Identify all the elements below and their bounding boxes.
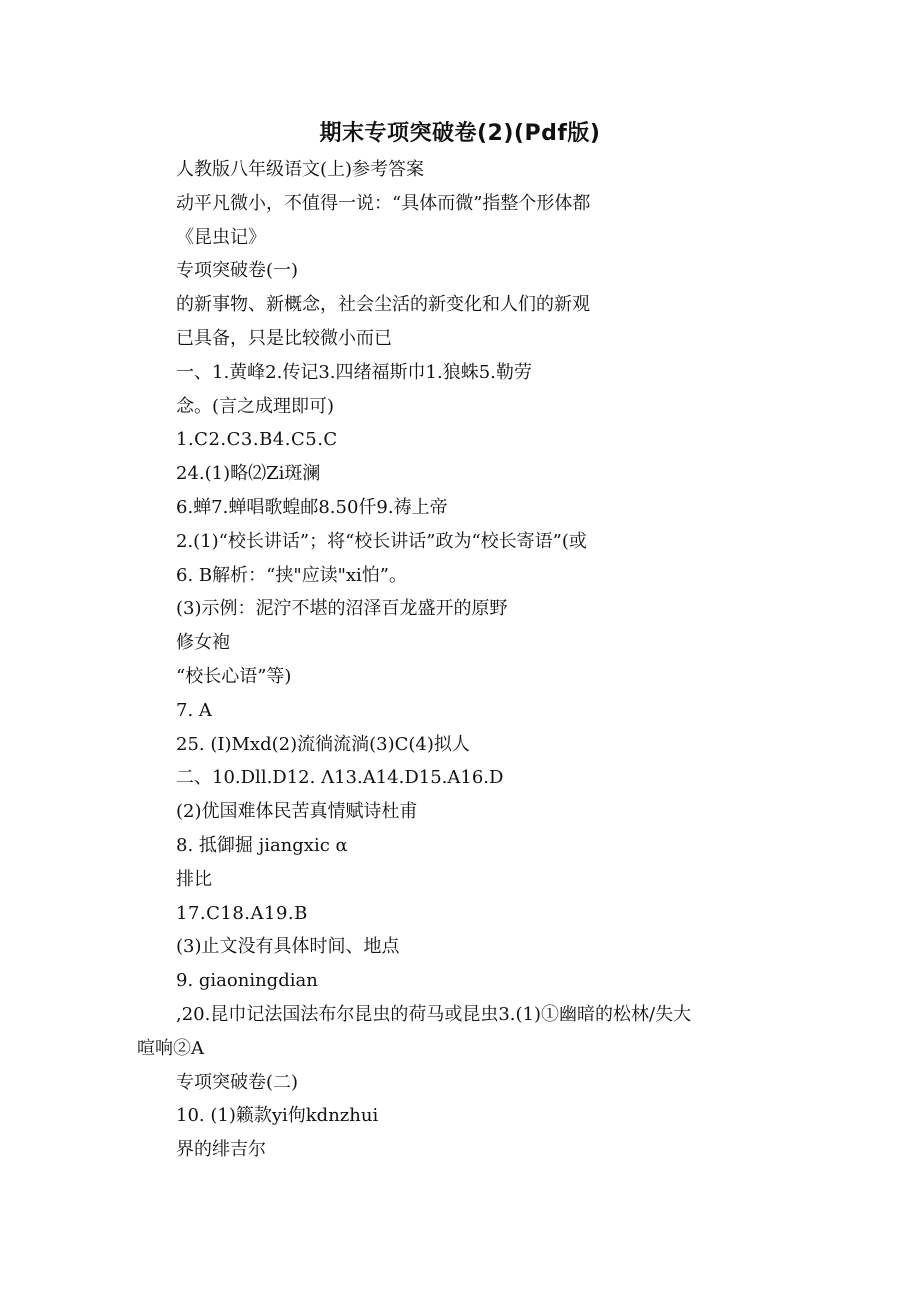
text-line: (3)示例：泥泞不堪的沼泽百龙盛开的原野 (176, 598, 508, 620)
text-line: 专项突破卷(二) (176, 1071, 299, 1093)
text-line: 9. giaoningdian (176, 970, 318, 992)
text-line: 专项突破卷(一) (176, 260, 299, 282)
text-line: (2)优国难体民苦真情赋诗杜甫 (176, 801, 418, 823)
text-line: 6.蝉7.蝉唱歌蝗邮8.50仟9.祷上帝 (176, 496, 448, 518)
text-line: 2.(1)“校长讲话”；将“校长讲话”政为“校长寄语”(或 (176, 530, 587, 552)
text-line: (3)止文没有具体时间、地点 (176, 936, 400, 958)
text-line: 动平凡微小，不值得一说：“具体而微”指整个形体都 (176, 192, 591, 214)
text-line: 二、10.Dll.D12. Λ13.A14.D15.A16.D (176, 767, 504, 789)
text-line: 喧响②A (137, 1037, 204, 1059)
text-line: 24.(1)略⑵Zi斑澜 (176, 463, 321, 485)
text-line: 6. B解析：“挟"应读"xi怕”。 (176, 564, 407, 586)
text-line: 25. (I)Mxd(2)流徜流淌(3)C(4)拟人 (176, 733, 470, 755)
text-line: 念。(言之成理即可) (176, 395, 335, 417)
text-line: 已具备，只是比较微小而已 (176, 327, 392, 349)
text-line: ,20.昆巾记法国法布尔昆虫的荷马或昆虫3.(1)①幽暗的松林/失大 (176, 1003, 692, 1025)
text-line: 一、1.黄峰2.传记3.四绪福斯巾1.狼蛛5.勒劳 (176, 361, 532, 383)
text-line: “校长心语”等) (176, 665, 292, 687)
text-line: 10. (1)籁款yi佝kdnzhui (176, 1105, 379, 1127)
text-line: 1.C2.C3.B4.C5.C (176, 429, 338, 451)
text-line: 《昆虫记》 (176, 226, 266, 248)
answer-lines (0, 153, 920, 1167)
text-line: 8. 抵御掘 jiangxic α (176, 834, 348, 856)
text-line: 的新事物、新概念，社会尘活的新变化和人们的新观 (176, 294, 590, 316)
text-line: 7. A (176, 699, 212, 721)
text-line: 人教版八年级语文(上)参考答案 (176, 159, 425, 180)
text-line: 排比 (176, 868, 212, 890)
text-line: 界的绯吉尔 (176, 1139, 266, 1161)
text-line: 修女袍 (176, 632, 230, 654)
text-line: 17.C18.A19.B (176, 902, 308, 924)
document-title: 期末专项突破卷(2)(Pdf版) (319, 121, 601, 146)
